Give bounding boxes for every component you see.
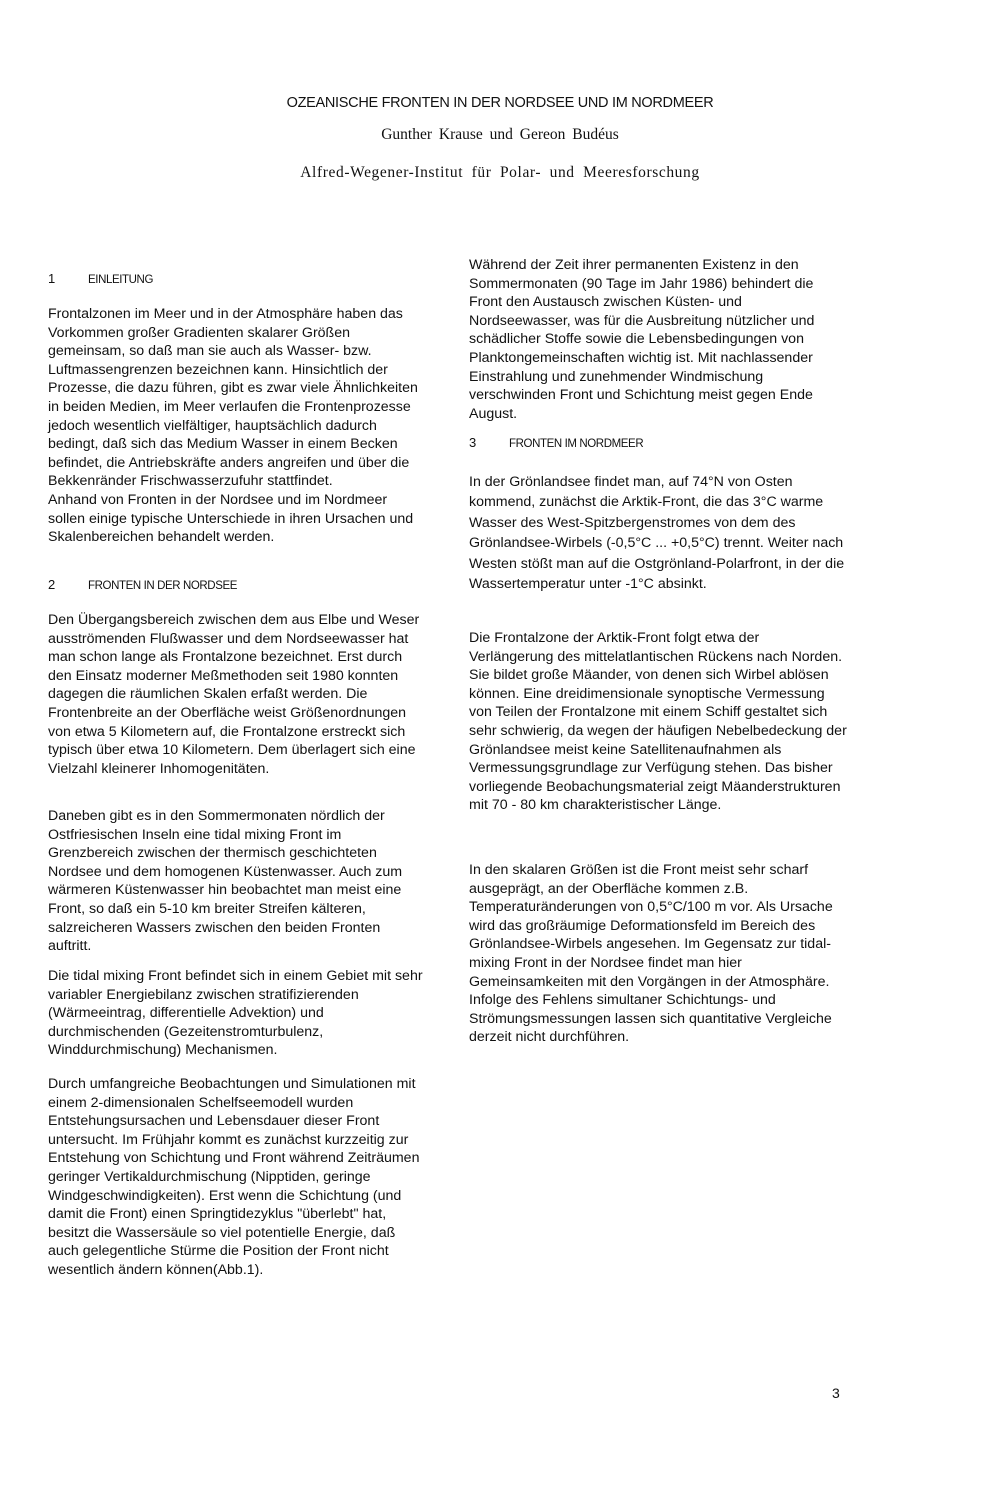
paragraph [469,629,847,815]
paragraph-text: Durch umfangreiche Beobachtungen und Simulationen mit einem 2-dimensionalen Schelfseemodell wurden Entstehungsursachen und Lebensdauer dieser Front untersucht. Im Frühjahr kommt es zunächst kurzzeitig zur Entstehung von Schichtung und Front während Zeiträumen geringer Vertikaldurchmischung (Nipptiden, geringe Windgeschwindigkeiten). Erst wenn die Schichtung (und damit die Front) einen Springtidezyklus "überlebt" hat, besitzt die Wassersäule so viel potentielle Energie, daß auch gelegentliche Stürme die Position der Front nicht wesentlich ändern können(Abb.1). [48,1076,420,1278]
paragraph [469,472,847,594]
paragraph-text: In der Grönlandsee findet man, auf 74°N von Osten kommend, zunächst die Arktik-Front, die das 3°C warme Wasser des West-Spitzbergenstromes von dem des Grönlandsee-Wirbels (-0,5°C ... +0,5°C) trennt. Weiter nach Westen stößt man auf die Ostgrönland-Polarfront, in der die Wassertemperatur unter -1°C absinkt. [469,474,845,593]
paragraph-text: Die Frontalzone der Arktik-Front folgt etwa der Verlängerung des mittelatlantischen Rückens nach Norden. Sie bildet große Mäander, von denen sich Wirbel ablösen können. Eine dreidimensionale synoptische Vermessung von Teilen der Frontalzone mit einem Schiff gestaltet sich sehr schwierig, da wegen der häufigen Nebelbedeckung der Grönlandsee meist keine Satellitenaufnahmen als Vermessungsgrundlage zur Verfügung stehen. Das bisher vorliegende Beobachungsmaterial zeigt Mäanderstrukturen mit 70 - 80 km charakteristischer Länge. [469,630,847,814]
authors: Gunther Krause und Gereon Budéus [381,126,619,143]
section-title: FRONTEN IN DER NORDSEE [88,580,238,592]
paragraph-text: In den skalaren Größen ist die Front meist sehr scharf ausgeprägt, an der Oberfläche kommen z.B. Temperaturänderungen von 0,5°C/100 m vor. Als Ursache wird das großräumige Deformationsfeld im Bereich des Grönlandsee-Wirbels angesehen. Im Gegensatz zur tidal-mixing Front in der Nordsee findet man hier Gemeinsamkeiten mit den Vorgängen in der Atmosphäre. Infolge des Fehlens simultaner Schichtungs- und Strömungsmessungen lassen sich quantitative Vergleiche derzeit nicht durchführen. [469,862,833,1046]
page-number: 3 [832,1385,840,1401]
section-1-heading [48,271,153,286]
paragraph [48,807,426,956]
section-number: 3 [469,435,476,450]
section-number: 1 [48,271,55,286]
paragraph-text: Während der Zeit ihrer permanenten Existenz in den Sommermonaten (90 Tage im Jahr 1986) behindert die Front den Austausch zwischen Küsten- und Nordseewasser, was für die Ausbreitung nützlicher und schädlicher Stoffe sowie die Lebensbedingungen von Planktongemeinschaften wichtig ist. Mit nachlassender Einstrahlung und zunehmender Windmischung verschwinden Front und Schichtung meist gegen Ende August. [469,257,815,422]
section-title: EINLEITUNG [88,274,154,286]
paragraph [469,861,847,1047]
section-number: 2 [48,577,55,592]
affiliation: Alfred-Wegener-Institut für Polar- und Meeresforschung [300,164,700,181]
paragraph [48,611,426,778]
paragraph [48,305,426,547]
paragraph-text: Den Übergangsbereich zwischen dem aus Elbe und Weser ausströmenden Flußwasser und dem Nordseewasser hat man schon lange als Frontalzone bezeichnet. Erst durch den Einsatz moderner Meßmethoden seit 1980 konnten dagegen die räumlichen Skalen erfaßt werden. Die Frontenbreite an der Oberfläche weist Größenordnungen von etwa 5 Kilometern auf, die Frontalzone erstreckt sich typisch über etwa 10 Kilometern. Dem überlagert sich eine Vielzahl kleinerer Inhomogenitäten. [48,612,420,777]
section-3-heading [469,435,643,450]
paragraph [48,1075,426,1280]
paragraph-text: Frontalzonen im Meer und in der Atmosphäre haben das Vorkommen großer Gradienten skalarer Größen gemeinsam, so daß man sie auch als Wasser- bzw. Luftmassengrenzen bezeichnen kann. Hinsichtlich der Prozesse, die dazu führen, gibt es zwar viele Ähnlichkeiten in beiden Medien, im Meer verlaufen die Frontenprozesse jedoch wesentlich vielfältiger, hauptsächlich dadurch bedingt, daß sich das Medium Wasser in einem Becken befindet, die Antriebskräfte anders angreifen und über die Bekkenränder Frischwasserzufuhr stattfindet. [48,306,418,490]
paragraph [469,256,847,423]
paragraph-text: Daneben gibt es in den Sommermonaten nördlich der Ostfriesischen Inseln eine tidal mixing Front im Grenzbereich zwischen der thermisch geschichteten Nordsee und dem homogenen Küstenwasser. Auch zum wärmeren Küstenwasser hin beobachtet man meist eine Front, so daß ein 5-10 km breiter Streifen kälteren, salzreicheren Wassers zwischen den beiden Fronten auftritt. [48,808,403,955]
section-title: FRONTEN IM NORDMEER [509,438,644,450]
section-2-heading [48,577,237,592]
paragraph [48,967,426,1060]
paragraph-text: Anhand von Fronten in der Nordsee und im Nordmeer sollen einige typische Unterschiede in ihren Ursachen und Skalenbereichen behandelt werden. [48,491,414,546]
paragraph-text: Die tidal mixing Front befindet sich in einem Gebiet mit sehr variabler Energiebilanz zwischen stratifizierenden (Wärmeeintrag, differentielle Advektion) und durchmischenden (Gezeitenstromturbulenz, Winddurchmischung) Mechanismen. [48,968,423,1059]
paper-title: OZEANISCHE FRONTEN IN DER NORDSEE UND IM NORDMEER [286,95,714,111]
